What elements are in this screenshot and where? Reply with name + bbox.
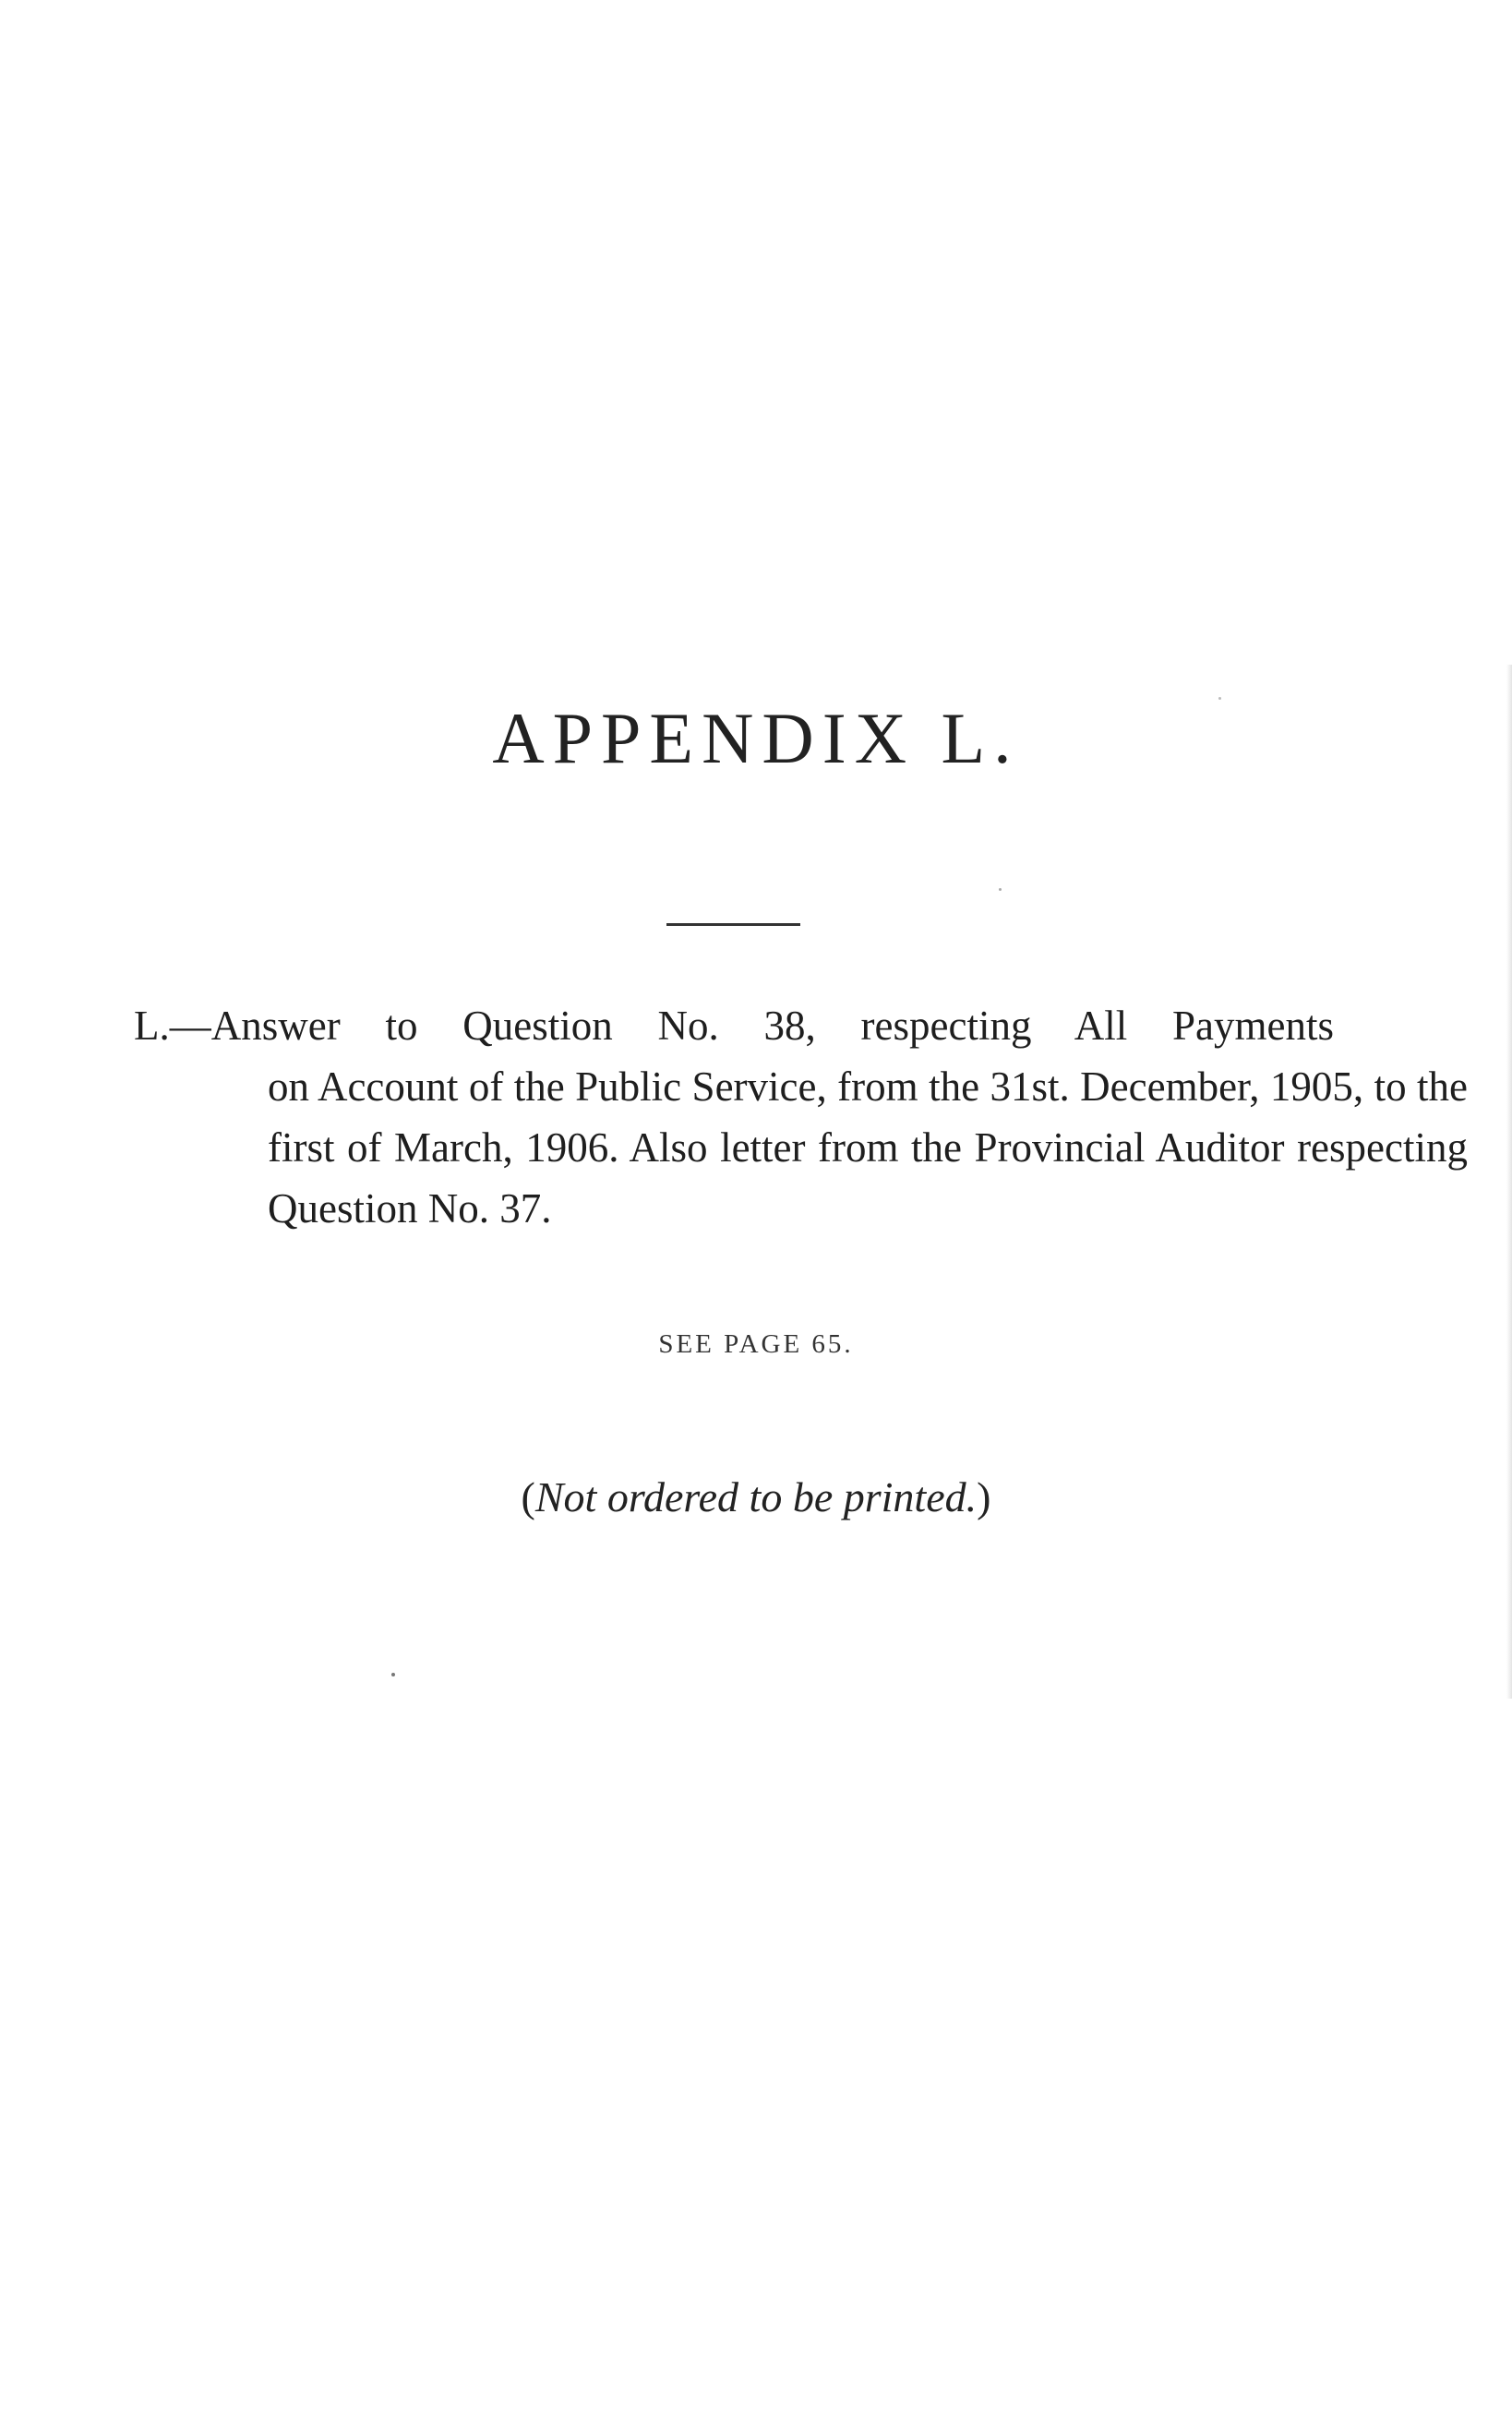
entry-continuation: on Account of the Public Service, from the 31st. December, 1905, to the first of March, 1906. Also letter from the Provincial Auditor respecting Question No. 37. xyxy=(268,1063,1468,1232)
scan-edge-shadow xyxy=(1506,665,1512,1699)
appendix-title: APPENDIX L. xyxy=(492,698,1020,778)
scan-speck xyxy=(999,888,1002,891)
appendix-entry xyxy=(134,995,1468,1239)
note-open-paren: ( xyxy=(521,1473,535,1520)
note-close-paren: ) xyxy=(977,1473,991,1520)
printing-note xyxy=(0,1472,1512,1521)
entry-lead-line: L.—Answer to Question No. 38, respecting All Payments xyxy=(134,1003,1334,1049)
note-text: Not ordered to be printed. xyxy=(534,1473,978,1520)
scan-speck xyxy=(391,1673,395,1676)
scan-speck xyxy=(1218,697,1221,700)
title-divider-rule xyxy=(666,923,800,926)
see-page-reference: SEE PAGE 65. xyxy=(658,1329,854,1359)
